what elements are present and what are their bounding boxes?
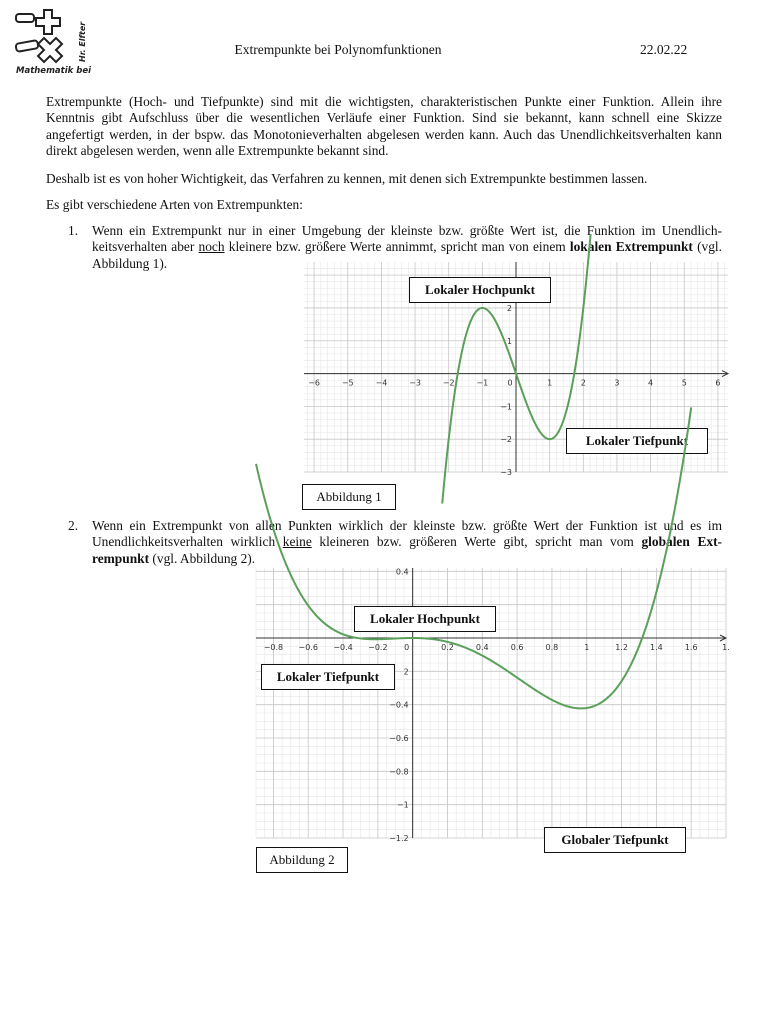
y-tick-label: −0.6 bbox=[389, 734, 409, 743]
x-tick-label: 0.6 bbox=[510, 643, 524, 652]
chart-2-caption: Abbildung 2 bbox=[256, 847, 348, 873]
x-tick-label: 0 bbox=[404, 643, 410, 652]
chart-2-label-hochpunkt: Lokaler Hochpunkt bbox=[354, 606, 496, 632]
x-tick-label: −6 bbox=[308, 378, 320, 388]
list-item-1-text-c: (vgl. Abbildung 1). bbox=[92, 239, 722, 271]
x-tick-label: −5 bbox=[341, 378, 354, 388]
chart-2-label-globaler-tiefpunkt: Globaler Tiefpunkt bbox=[544, 827, 686, 853]
list-number-2: 2. bbox=[68, 518, 79, 533]
x-tick-label: −4 bbox=[375, 378, 388, 388]
x-tick-label: 6 bbox=[715, 378, 721, 388]
list-item-1-bold: lokalen Extrempunkt bbox=[569, 239, 693, 255]
y-tick-label: 2 bbox=[403, 667, 409, 677]
x-tick-label: 3 bbox=[614, 378, 620, 388]
x-tick-label: 0.2 bbox=[441, 643, 454, 652]
y-tick-label: −3 bbox=[500, 468, 512, 477]
logo-caption: Mathematik bei bbox=[16, 66, 92, 76]
x-tick-label: 0 bbox=[507, 378, 513, 388]
x-tick-label: 1.6 bbox=[684, 643, 698, 652]
chart-1-label-tiefpunkt: Lokaler Tiefpunkt bbox=[566, 428, 708, 454]
list-item-2 bbox=[92, 518, 722, 567]
x-tick-label: 0.8 bbox=[545, 643, 559, 652]
list-number-1: 1. bbox=[68, 223, 79, 238]
intro-paragraph-1: Extrempunkte (Hoch- und Tiefpunkte) sind mit die wichtigsten, charakteristischen Punkte einer Funktion. Allein ihre Kenntnis gibt Aufschluss über die wesentlichen Verläufe einer Funktion. Sind sie bekannt, kann schnell eine Skizze angefertigt werden, in der bspw. das Monotonieverhalten abgelesen werden kann. Auch das Unendlichkeitsverhalten kann direkt abgelesen werden, wenn alle Extrempunkte bekannt sind. bbox=[46, 94, 722, 159]
page-title: Extrempunkte bei Polynomfunktionen bbox=[234, 42, 442, 57]
x-tick-label: 1. bbox=[722, 643, 730, 652]
list-item-2-bold: globalen Ext-rempunkt bbox=[92, 534, 722, 566]
x-tick-label: 1.4 bbox=[650, 643, 663, 652]
chart-1-label-hochpunkt: Lokaler Hochpunkt bbox=[409, 277, 551, 303]
chart-2-label-tiefpunkt: Lokaler Tiefpunkt bbox=[261, 664, 395, 690]
list-item-2-text-c: (vgl. Abbildung 2). bbox=[149, 550, 256, 566]
y-tick-label: 0.4 bbox=[395, 567, 409, 577]
x-tick-label: −3 bbox=[409, 378, 421, 388]
list-item-2-text-a: Wenn ein Extrempunkt von allen Punkten wirklich der kleinste bzw. größte Wert der Funktion ist und es im Unendlichkeitsverhalten wirklich bbox=[92, 518, 722, 550]
x-tick-label: 2 bbox=[580, 378, 586, 388]
intro-paragraph-2: Deshalb ist es von hoher Wichtigkeit, das Verfahren zu kennen, mit denen sich Extrempunkte bestimmen lassen. bbox=[46, 171, 648, 186]
list-item-1-underline: noch bbox=[198, 239, 225, 255]
list-item-2-text-b: kleineren bzw. größeren Werte gibt, spricht man vom bbox=[311, 534, 642, 550]
y-tick-label: −2 bbox=[500, 435, 512, 445]
x-tick-label: −0.6 bbox=[298, 643, 318, 652]
y-tick-label: −1.2 bbox=[389, 834, 409, 843]
x-tick-label: 1 bbox=[584, 643, 590, 652]
list-item-2-underline: keine bbox=[282, 534, 312, 550]
x-tick-label: 1.2 bbox=[615, 643, 628, 652]
intro-paragraph-3: Es gibt verschiedene Arten von Extrempunkten: bbox=[46, 197, 303, 212]
x-tick-label: 1 bbox=[547, 378, 553, 388]
x-tick-label: −2 bbox=[442, 378, 455, 388]
y-tick-label: −0.4 bbox=[389, 700, 409, 710]
x-tick-label: 4 bbox=[648, 378, 654, 388]
y-tick-label: 1 bbox=[506, 336, 512, 346]
x-tick-label: 0.4 bbox=[475, 643, 489, 652]
list-item-1-text-a: Wenn ein Extrempunkt nur in einer Umgebung der kleinste bzw. größte Wert ist, die Funktion im Unendlich-keitsverhalten aber bbox=[92, 223, 722, 255]
page-date: 22.02.22 bbox=[640, 42, 688, 57]
chart-1-caption: Abbildung 1 bbox=[302, 484, 396, 510]
x-tick-label: −0.4 bbox=[333, 643, 353, 652]
list-item-1-text-b: kleinere bzw. größere Werte annimmt, spricht man von einem bbox=[224, 239, 570, 255]
x-tick-label: −1 bbox=[476, 378, 489, 388]
x-tick-label: −0.8 bbox=[263, 643, 284, 652]
x-tick-label: 5 bbox=[681, 378, 687, 388]
y-tick-label: −1 bbox=[500, 402, 512, 412]
y-tick-label: −1 bbox=[396, 800, 409, 810]
x-tick-label: −0.2 bbox=[368, 643, 388, 652]
logo-name: Hr. Elfter bbox=[78, 21, 87, 62]
y-tick-label: −0.8 bbox=[389, 767, 409, 777]
y-tick-label: 2 bbox=[506, 303, 512, 313]
